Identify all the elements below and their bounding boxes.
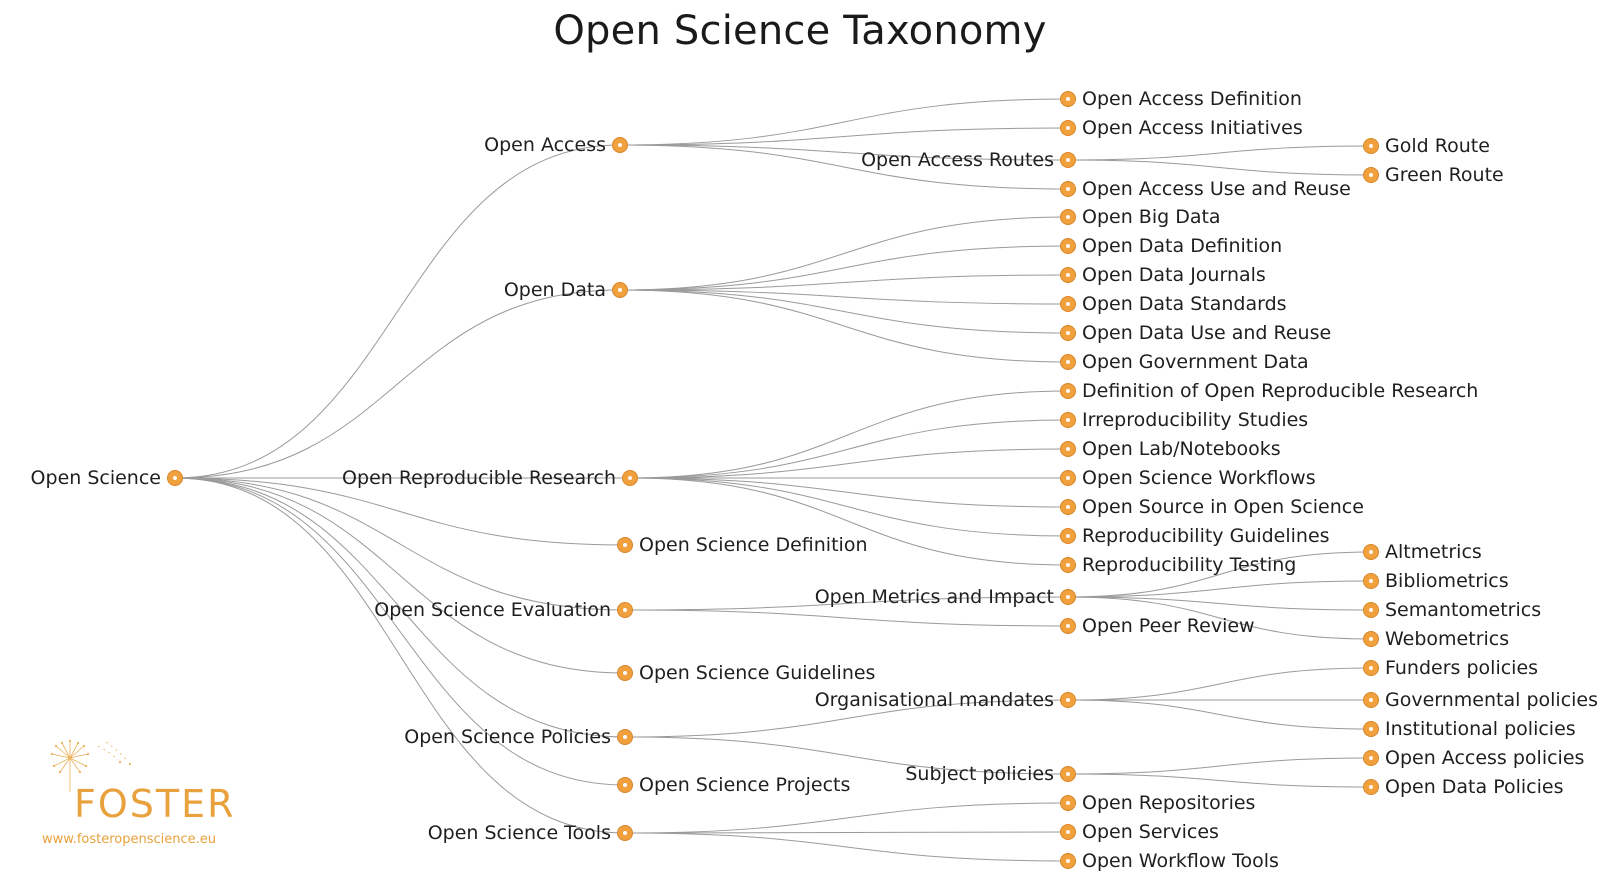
node-label: Open Access policies xyxy=(1385,747,1585,769)
node-label: Semantometrics xyxy=(1385,599,1542,621)
node-label: Funders policies xyxy=(1385,657,1539,679)
node-dot-icon[interactable] xyxy=(617,602,633,618)
node-dot-icon[interactable] xyxy=(1060,470,1076,486)
node-dot-icon[interactable] xyxy=(1363,692,1379,708)
node-dot-icon[interactable] xyxy=(1363,631,1379,647)
node-label: Open Metrics and Impact xyxy=(814,586,1054,608)
node-dot-icon[interactable] xyxy=(1060,209,1076,225)
node-label: Open Science Definition xyxy=(639,534,868,556)
node-dot-icon[interactable] xyxy=(1363,602,1379,618)
node-label: Open Science Workflows xyxy=(1082,467,1316,489)
page-title: Open Science Taxonomy xyxy=(553,8,1047,54)
node-label: Open Science Guidelines xyxy=(639,662,876,684)
node-label: Webometrics xyxy=(1385,628,1510,650)
node-label: Open Repositories xyxy=(1082,792,1256,814)
taxonomy-link xyxy=(625,610,1068,626)
node-dot-icon[interactable] xyxy=(1060,824,1076,840)
node-dot-icon[interactable] xyxy=(1363,573,1379,589)
node-label: Open Workflow Tools xyxy=(1082,850,1279,872)
node-label: Open Data xyxy=(503,279,606,301)
taxonomy-link xyxy=(175,145,620,478)
taxonomy-link xyxy=(630,449,1068,478)
node-dot-icon[interactable] xyxy=(1363,750,1379,766)
taxonomy-link xyxy=(620,128,1068,145)
node-label: Subject policies xyxy=(905,763,1054,785)
taxonomy-link xyxy=(1068,160,1371,175)
node-dot-icon[interactable] xyxy=(617,537,633,553)
node-dot-icon[interactable] xyxy=(1363,660,1379,676)
foster-url[interactable]: www.fosteropenscience.eu xyxy=(42,832,217,847)
taxonomy-link xyxy=(175,290,620,478)
node-dot-icon[interactable] xyxy=(1060,120,1076,136)
node-dot-icon[interactable] xyxy=(167,470,183,486)
node-label: Altmetrics xyxy=(1385,541,1482,563)
node-label: Open Access Initiatives xyxy=(1082,117,1303,139)
node-dot-icon[interactable] xyxy=(1060,766,1076,782)
taxonomy-link xyxy=(630,391,1068,478)
node-dot-icon[interactable] xyxy=(1363,544,1379,560)
node-dot-icon[interactable] xyxy=(1060,412,1076,428)
node-label: Open Services xyxy=(1082,821,1219,843)
node-label: Open Science Evaluation xyxy=(374,599,611,621)
node-dot-icon[interactable] xyxy=(1060,152,1076,168)
node-label: Open Peer Review xyxy=(1082,615,1255,637)
node-label: Open Data Standards xyxy=(1082,293,1287,315)
node-dot-icon[interactable] xyxy=(612,282,628,298)
node-label: Reproducibility Guidelines xyxy=(1082,525,1330,547)
taxonomy-link xyxy=(630,478,1068,507)
taxonomy-link xyxy=(630,420,1068,478)
taxonomy-link xyxy=(625,803,1068,833)
node-label: Bibliometrics xyxy=(1385,570,1509,592)
node-label: Governmental policies xyxy=(1385,689,1599,711)
node-dot-icon[interactable] xyxy=(1363,721,1379,737)
node-label: Open Science Projects xyxy=(639,774,851,796)
taxonomy-link xyxy=(1068,758,1371,774)
node-label: Open Reproducible Research xyxy=(342,467,616,489)
node-dot-icon[interactable] xyxy=(1363,779,1379,795)
node-dot-icon[interactable] xyxy=(1060,383,1076,399)
node-label: Institutional policies xyxy=(1385,718,1576,740)
node-label: Open Data Policies xyxy=(1385,776,1564,798)
node-label: Open Source in Open Science xyxy=(1082,496,1364,518)
taxonomy-link xyxy=(1068,700,1371,729)
node-dot-icon[interactable] xyxy=(1060,441,1076,457)
node-dot-icon[interactable] xyxy=(612,137,628,153)
node-label: Gold Route xyxy=(1385,135,1490,157)
node-dot-icon[interactable] xyxy=(1060,181,1076,197)
node-dot-icon[interactable] xyxy=(622,470,638,486)
taxonomy-link xyxy=(620,246,1068,290)
foster-logo xyxy=(36,740,266,850)
taxonomy-link xyxy=(1068,146,1371,160)
node-dot-icon[interactable] xyxy=(1060,795,1076,811)
taxonomy-link xyxy=(1068,668,1371,700)
node-dot-icon[interactable] xyxy=(1060,296,1076,312)
node-label: Open Access xyxy=(484,134,606,156)
node-dot-icon[interactable] xyxy=(1060,238,1076,254)
taxonomy-link xyxy=(620,99,1068,145)
node-label: Irreproducibility Studies xyxy=(1082,409,1309,431)
node-label: Open Science Tools xyxy=(427,822,611,844)
node-dot-icon[interactable] xyxy=(1060,499,1076,515)
node-label: Open Science xyxy=(30,467,161,489)
node-dot-icon[interactable] xyxy=(1060,692,1076,708)
taxonomy-link xyxy=(620,217,1068,290)
taxonomy-link xyxy=(620,290,1068,362)
taxonomy-link xyxy=(1068,581,1371,597)
node-dot-icon[interactable] xyxy=(617,777,633,793)
taxonomy-link xyxy=(620,290,1068,333)
node-dot-icon[interactable] xyxy=(617,665,633,681)
node-dot-icon[interactable] xyxy=(1363,138,1379,154)
node-dot-icon[interactable] xyxy=(1060,91,1076,107)
node-dot-icon[interactable] xyxy=(1060,589,1076,605)
node-dot-icon[interactable] xyxy=(617,729,633,745)
node-dot-icon[interactable] xyxy=(1060,853,1076,869)
node-label: Open Government Data xyxy=(1082,351,1309,373)
node-dot-icon[interactable] xyxy=(1060,528,1076,544)
node-dot-icon[interactable] xyxy=(1060,618,1076,634)
node-dot-icon[interactable] xyxy=(1060,557,1076,573)
node-label: Open Access Routes xyxy=(861,149,1054,171)
node-label: Open Data Journals xyxy=(1082,264,1266,286)
node-dot-icon[interactable] xyxy=(1060,325,1076,341)
node-dot-icon[interactable] xyxy=(617,825,633,841)
node-label: Open Data Definition xyxy=(1082,235,1283,257)
node-label: Open Data Use and Reuse xyxy=(1082,322,1332,344)
taxonomy-link xyxy=(175,478,625,673)
node-label: Open Access Use and Reuse xyxy=(1082,178,1351,200)
taxonomy-link xyxy=(1068,774,1371,787)
node-label: Open Access Definition xyxy=(1082,88,1302,110)
taxonomy-link xyxy=(625,833,1068,861)
node-label: Reproducibility Testing xyxy=(1082,554,1297,576)
node-label: Organisational mandates xyxy=(814,689,1054,711)
node-label: Green Route xyxy=(1385,164,1504,186)
node-label: Open Science Policies xyxy=(404,726,611,748)
foster-wordmark: FOSTER xyxy=(74,782,236,826)
node-label: Open Big Data xyxy=(1082,206,1221,228)
node-dot-icon[interactable] xyxy=(1363,167,1379,183)
node-dot-icon[interactable] xyxy=(1060,354,1076,370)
node-dot-icon[interactable] xyxy=(1060,267,1076,283)
taxonomy-link xyxy=(175,478,625,610)
taxonomy-link xyxy=(630,478,1068,536)
node-label: Definition of Open Reproducible Research xyxy=(1082,380,1479,402)
node-label: Open Lab/Notebooks xyxy=(1082,438,1281,460)
